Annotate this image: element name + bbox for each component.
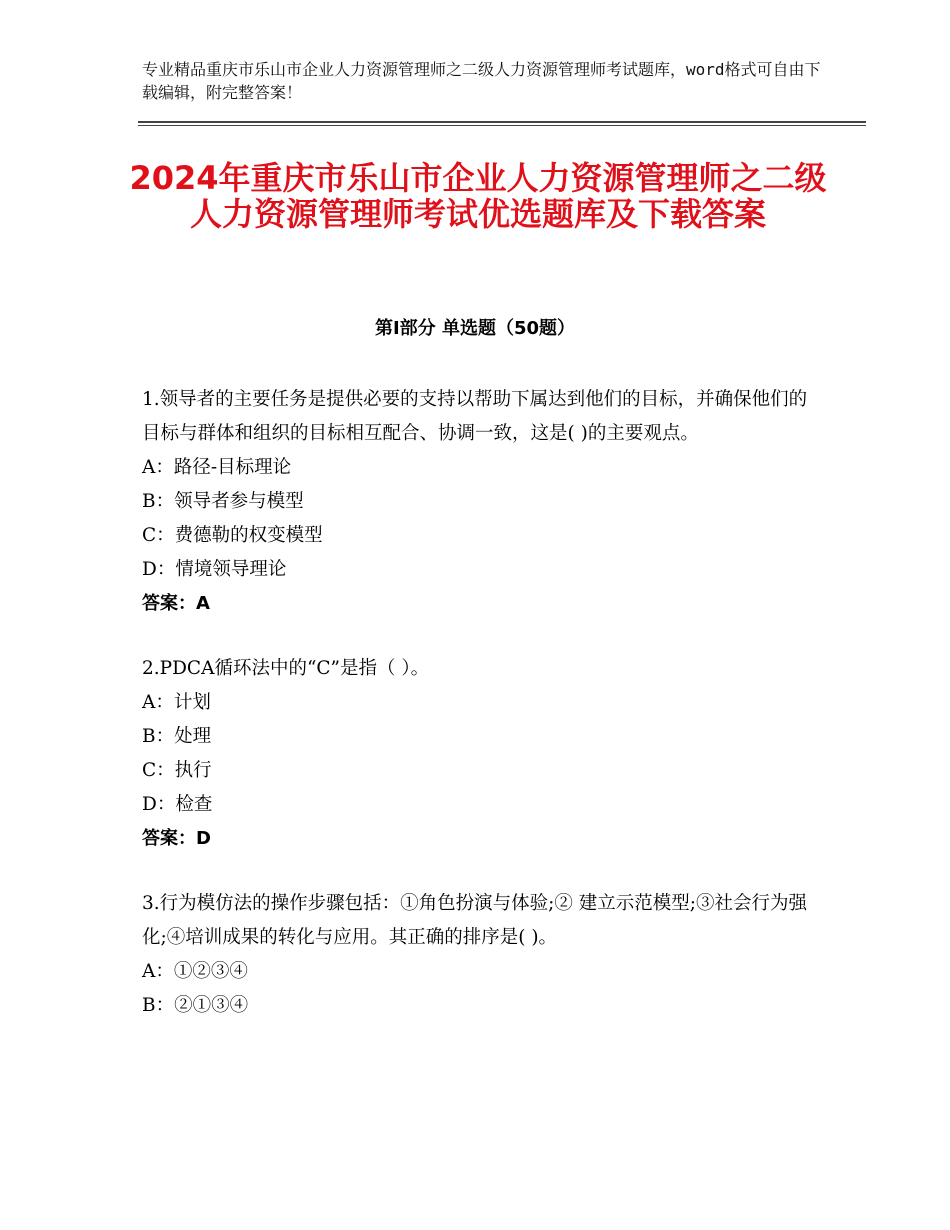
option-d: D：检查 bbox=[142, 794, 213, 815]
question-2 bbox=[142, 652, 810, 856]
header-divider-thick bbox=[138, 121, 866, 123]
option-d: D：情境领导理论 bbox=[142, 559, 287, 580]
option-c: C：费德勒的权变模型 bbox=[142, 525, 323, 546]
option-b: B：处理 bbox=[142, 726, 212, 747]
document-title: 2024年重庆市乐山市企业人力资源管理师之二级人力资源管理师考试优选题库及下载答案 bbox=[129, 159, 827, 233]
option-a: A：路径-目标理论 bbox=[142, 457, 292, 478]
header-note: 专业精品重庆市乐山市企业人力资源管理师之二级人力资源管理师考试题库，word格式可自由下载编辑，附完整答案！ bbox=[142, 60, 821, 102]
header-divider-thin bbox=[138, 125, 866, 126]
question-1 bbox=[142, 383, 810, 621]
question-3 bbox=[142, 887, 810, 1023]
question-list bbox=[142, 383, 810, 1054]
option-b: B：②①③④ bbox=[142, 995, 249, 1016]
option-c: C：执行 bbox=[142, 760, 212, 781]
option-a: A：计划 bbox=[142, 692, 211, 713]
option-b: B：领导者参与模型 bbox=[142, 491, 304, 512]
answer-label: 答案：D bbox=[142, 828, 211, 849]
answer-label: 答案：A bbox=[142, 593, 210, 614]
question-stem: 1.领导者的主要任务是提供必要的支持以帮助下属达到他们的目标，并确保他们的目标与群体和组织的目标相互配合、协调一致，这是( )的主要观点。 bbox=[142, 389, 808, 444]
section-heading: 第Ⅰ部分 单选题（50题） bbox=[374, 318, 575, 339]
option-a: A：①②③④ bbox=[142, 961, 248, 982]
question-stem: 3.行为模仿法的操作步骤包括：①角色扮演与体验;② 建立示范模型;③社会行为强化;④培训成果的转化与应用。其正确的排序是( )。 bbox=[142, 893, 808, 948]
question-stem: 2.PDCA循环法中的“C”是指（ ）。 bbox=[142, 658, 430, 679]
